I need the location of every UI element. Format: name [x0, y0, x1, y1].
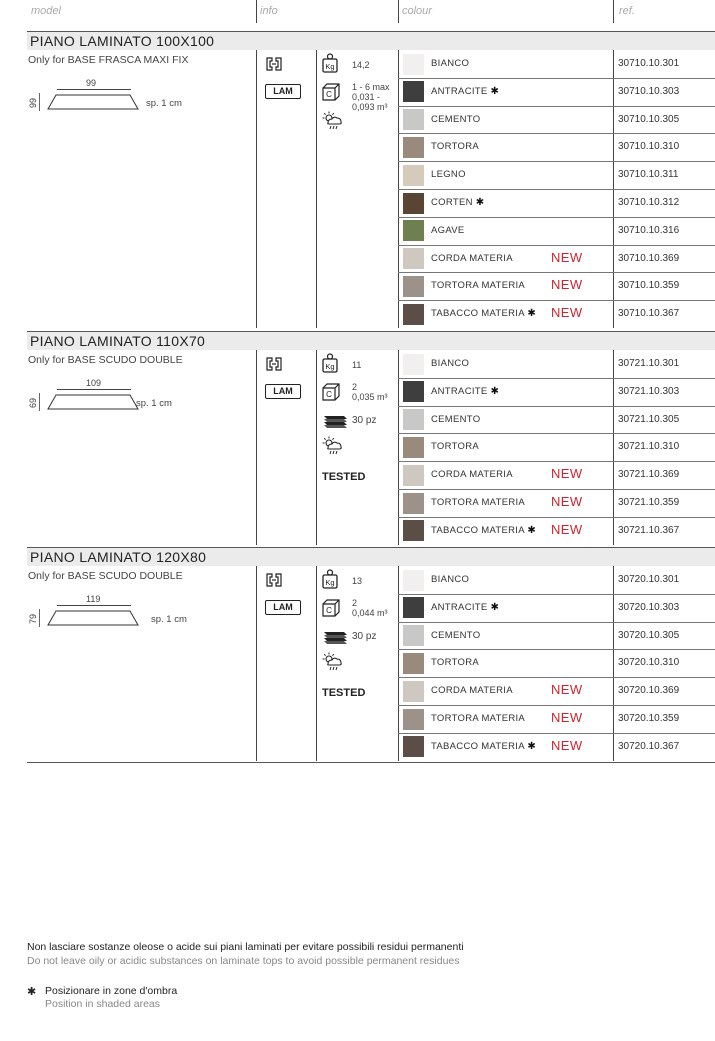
reference-code: 30721.10.367 [618, 524, 680, 536]
care-note-it: Non lasciare sostanze oleose o acide sui piani laminati per evitare possibili residui permanenti [27, 941, 464, 953]
legend-star-icon: ✱ [27, 986, 37, 998]
depth-dimension-line [39, 609, 40, 627]
colour-swatch [403, 653, 424, 674]
column-divider [613, 350, 614, 545]
colour-swatch [403, 109, 424, 130]
reference-code: 30721.10.369 [618, 469, 680, 481]
reference-code: 30710.10.311 [618, 169, 679, 181]
new-badge: NEW [551, 277, 583, 293]
colour-name: CORTEN ✱ [431, 197, 485, 208]
tested-label: TESTED [322, 687, 366, 699]
pack-quantity: 2 [352, 598, 358, 608]
colour-name: CORDA MATERIA [431, 252, 513, 264]
reference-code: 30720.10.359 [618, 713, 680, 724]
colour-name: TABACCO MATERIA ✱ [431, 740, 536, 752]
row-divider [398, 217, 715, 218]
svg-text:Kg: Kg [325, 578, 335, 587]
header-divider [256, 0, 257, 23]
width-label: 109 [86, 378, 102, 388]
header-divider [613, 0, 614, 23]
colour-name: TORTORA [431, 441, 480, 453]
header-info: info [260, 5, 278, 17]
reference-code: 30720.10.305 [618, 629, 680, 641]
reference-code: 30710.10.305 [618, 113, 680, 125]
material-badge: LAM [265, 84, 301, 99]
reference-code: 30720.10.367 [618, 740, 680, 752]
weight-icon [322, 353, 338, 378]
section-subtitle: Only for BASE FRASCA MAXI FIX [28, 54, 189, 66]
material-badge: LAM [265, 384, 301, 399]
colour-name: LEGNO [431, 169, 466, 181]
tabletop-drawing [46, 394, 141, 410]
column-divider [316, 566, 317, 761]
fix-icon [264, 572, 284, 593]
tabletop-drawing [46, 94, 141, 110]
row-divider [398, 705, 715, 706]
weight-value: 11 [352, 360, 362, 370]
svg-text:Kg: Kg [325, 62, 335, 71]
reference-code: 30721.10.305 [618, 413, 680, 425]
pack-volume: 0,044 m³ [352, 608, 388, 618]
row-divider [398, 106, 715, 107]
colour-swatch [403, 409, 424, 430]
pack-quantity: 1 - 6 max [352, 82, 390, 92]
section-title: PIANO LAMINATO 100X100 [27, 31, 715, 50]
reference-code: 30720.10.301 [618, 574, 680, 585]
colour-swatch [403, 381, 424, 402]
package-icon [322, 383, 340, 406]
width-label: 119 [86, 594, 101, 604]
care-note-en: Do not leave oily or acidic substances on laminate tops to avoid possible permanent residues [27, 955, 460, 967]
colour-name: BIANCO [431, 58, 470, 69]
row-divider [398, 461, 715, 462]
new-badge: NEW [551, 466, 583, 482]
colour-swatch [403, 465, 424, 486]
row-divider [398, 161, 715, 162]
colour-name: BIANCO [431, 358, 470, 369]
colour-name: TORTORA MATERIA [431, 280, 526, 292]
colour-name: CEMENTO [431, 413, 481, 425]
depth-label: 79 [28, 614, 38, 625]
shade-star-icon: ✱ [490, 85, 500, 97]
reference-code: 30710.10.367 [618, 308, 680, 320]
colour-swatch [403, 354, 424, 375]
colour-name: CORDA MATERIA [431, 469, 513, 481]
colour-name: CORDA MATERIA [431, 685, 513, 697]
shade-star-icon: ✱ [490, 385, 500, 397]
thickness-label: sp. 1 cm [146, 98, 182, 109]
outdoor-weather-icon [322, 436, 344, 461]
reference-code: 30720.10.310 [618, 657, 680, 669]
column-divider [316, 350, 317, 545]
row-divider [398, 649, 715, 650]
reference-code: 30710.10.303 [618, 85, 680, 97]
colour-name: BIANCO [431, 574, 470, 585]
colour-name: ANTRACITE ✱ [431, 85, 500, 97]
package-icon [322, 599, 340, 622]
fix-icon [264, 56, 284, 77]
reference-code: 30720.10.369 [618, 685, 680, 697]
legend-text-it: Posizionare in zone d'ombra [45, 985, 178, 997]
colour-swatch [403, 736, 424, 757]
material-badge: LAM [265, 600, 301, 615]
outdoor-weather-icon [322, 111, 344, 136]
stackable-icon [322, 414, 348, 433]
row-divider [398, 189, 715, 190]
width-label: 99 [86, 78, 97, 88]
row-divider [398, 133, 715, 134]
stack-quantity: 30 pz [352, 415, 377, 426]
weight-icon [322, 569, 338, 594]
reference-code: 30710.10.301 [618, 58, 680, 69]
colour-swatch [403, 165, 424, 186]
depth-label: 69 [28, 398, 38, 409]
width-dimension-line [57, 389, 131, 390]
colour-swatch [403, 570, 424, 591]
legend-text-en: Position in shaded areas [45, 998, 160, 1010]
stackable-icon [322, 630, 348, 649]
colour-name: CEMENTO [431, 629, 481, 641]
pack-volume: 0,031 - 0,093 m³ [352, 92, 388, 112]
reference-code: 30710.10.312 [618, 197, 680, 208]
new-badge: NEW [551, 521, 583, 537]
colour-swatch [403, 493, 424, 514]
svg-text:C: C [326, 606, 332, 615]
row-divider [398, 78, 715, 79]
header-divider [398, 0, 399, 23]
row-divider [398, 245, 715, 246]
colour-swatch [403, 220, 424, 241]
new-badge: NEW [551, 305, 583, 321]
fix-icon [264, 356, 284, 377]
pack-volume: 0,035 m³ [352, 392, 388, 402]
section-subtitle: Only for BASE SCUDO DOUBLE [28, 354, 183, 366]
row-divider [398, 489, 715, 490]
colour-name: CEMENTO [431, 113, 481, 125]
colour-swatch [403, 81, 424, 102]
weight-icon [322, 53, 338, 78]
section-subtitle: Only for BASE SCUDO DOUBLE [28, 570, 183, 582]
column-divider [613, 566, 614, 761]
row-divider [398, 622, 715, 623]
reference-code: 30721.10.359 [618, 497, 680, 508]
row-divider [398, 300, 715, 301]
row-divider [398, 378, 715, 379]
new-badge: NEW [551, 737, 583, 753]
weight-value: 14,2 [352, 60, 370, 70]
width-dimension-line [57, 89, 131, 90]
reference-code: 30710.10.310 [618, 141, 680, 153]
weight-value: 13 [352, 576, 363, 586]
colour-swatch [403, 709, 424, 730]
shade-star-icon: ✱ [475, 197, 485, 208]
depth-dimension-line [39, 393, 40, 411]
outdoor-weather-icon [322, 652, 344, 677]
column-divider [398, 566, 399, 761]
colour-swatch [403, 437, 424, 458]
width-dimension-line [57, 605, 131, 606]
reference-code: 30720.10.303 [618, 601, 680, 613]
colour-name: TORTORA [431, 141, 480, 153]
row-divider [398, 517, 715, 518]
colour-name: TORTORA MATERIA [431, 713, 526, 724]
row-divider [398, 594, 715, 595]
svg-text:C: C [326, 90, 332, 99]
depth-dimension-line [39, 93, 40, 111]
colour-swatch [403, 248, 424, 269]
colour-swatch [403, 625, 424, 646]
section-title: PIANO LAMINATO 120X80 [27, 547, 715, 566]
row-divider [398, 677, 715, 678]
column-divider [256, 50, 257, 328]
shade-star-icon: ✱ [527, 740, 536, 752]
colour-name: AGAVE [431, 224, 465, 236]
shade-star-icon: ✱ [527, 308, 536, 320]
header-colour: colour [402, 5, 432, 17]
column-divider [398, 350, 399, 545]
colour-swatch [403, 193, 424, 214]
row-divider [398, 406, 715, 407]
column-divider [316, 50, 317, 328]
colour-swatch [403, 54, 424, 75]
reference-code: 30721.10.310 [618, 441, 680, 453]
colour-swatch [403, 137, 424, 158]
colour-swatch [403, 597, 424, 618]
depth-label: 99 [28, 98, 38, 109]
colour-name: TORTORA [431, 657, 480, 669]
new-badge: NEW [551, 249, 583, 265]
package-icon [322, 83, 340, 106]
row-divider [398, 733, 715, 734]
colour-swatch [403, 304, 424, 325]
new-badge: NEW [551, 682, 583, 698]
colour-name: TABACCO MATERIA ✱ [431, 308, 536, 320]
shade-star-icon: ✱ [490, 601, 500, 613]
reference-code: 30710.10.369 [618, 252, 680, 264]
reference-code: 30721.10.301 [618, 358, 680, 369]
tabletop-drawing [46, 610, 141, 626]
pack-quantity: 2 [352, 382, 358, 392]
svg-text:Kg: Kg [325, 362, 335, 371]
row-divider [398, 272, 715, 273]
section-title: PIANO LAMINATO 110X70 [27, 331, 715, 350]
row-divider [398, 433, 715, 434]
colour-swatch [403, 276, 424, 297]
new-badge: NEW [551, 710, 583, 725]
stack-quantity: 30 pz [352, 631, 377, 642]
column-divider [256, 566, 257, 761]
header-ref: ref. [619, 5, 635, 17]
reference-code: 30721.10.303 [618, 385, 680, 397]
svg-text:C: C [326, 390, 332, 399]
colour-name: TABACCO MATERIA ✱ [431, 524, 536, 536]
colour-name: ANTRACITE ✱ [431, 601, 500, 613]
colour-swatch [403, 681, 424, 702]
new-badge: NEW [551, 494, 583, 509]
colour-name: TORTORA MATERIA [431, 497, 526, 508]
shade-star-icon: ✱ [527, 524, 536, 536]
header-model: model [31, 5, 61, 17]
colour-name: ANTRACITE ✱ [431, 385, 500, 397]
table-bottom-rule [27, 762, 715, 763]
column-divider [256, 350, 257, 545]
tested-label: TESTED [322, 471, 366, 483]
reference-code: 30710.10.316 [618, 224, 680, 236]
thickness-label: sp. 1 cm [136, 398, 172, 409]
reference-code: 30710.10.359 [618, 280, 680, 292]
thickness-label: sp. 1 cm [151, 614, 187, 625]
colour-swatch [403, 520, 424, 541]
